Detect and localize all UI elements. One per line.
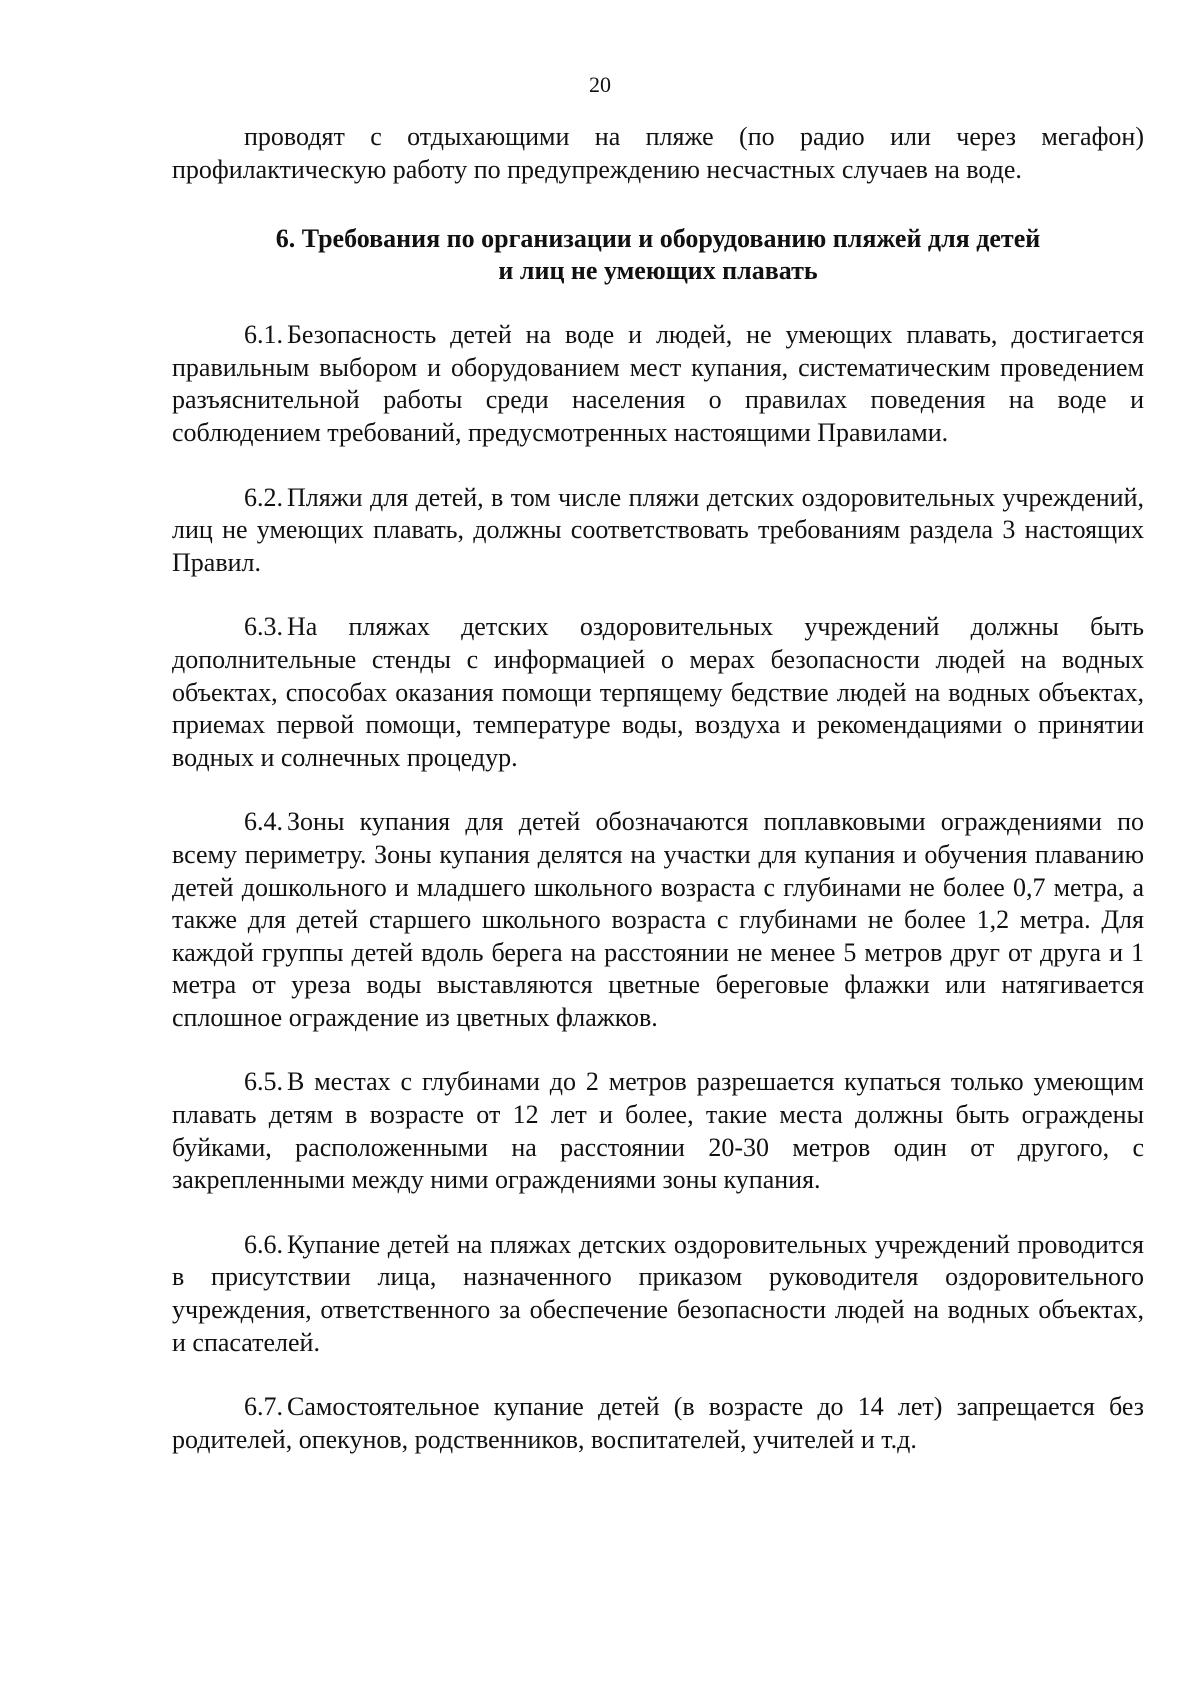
clause-text: В местах с глубинами до 2 метров разрешается купаться только умеющим плавать детям в возрасте от 12 лет и более, такие места должны быть ограждены буйками, расположенными на расстоянии 20-30 метров один от другого, с закрепленными между ними ограждениями зоны купания.: [172, 1067, 1144, 1195]
clause-text: Самостоятельное купание детей (в возрасте до 14 лет) запрещается без родителей, опекунов, родственников, воспитателей, учителей и т.д.: [172, 1392, 1144, 1454]
clause-number: 6.2.: [244, 482, 283, 512]
page-number: 20: [589, 72, 611, 97]
clause-text: Купание детей на пляжах детских оздоровительных учреждений проводится в присутствии лица, назначенного приказом руководителя оздоровительного учреждения, ответственного за обеспечение безопасности людей на водных объектах, и спасателей.: [172, 1229, 1144, 1357]
clause-6-7: [172, 1391, 1144, 1456]
clause-text: На пляжах детских оздоровительных учреждений должны быть дополнительные стенды с информацией о мерах безопасности людей на водных объектах, способах оказания помощи терпящему бедствие людей на водных объектах, приемах первой помощи, температуре воды, воздуха и рекомендациями о принятии водных и солнечных процедур.: [172, 612, 1144, 772]
section-heading-line-1: 6. Требования по организации и оборудованию пляжей для детей: [275, 224, 1041, 254]
section-heading: [172, 223, 1144, 287]
clause-number: 6.5.: [244, 1067, 283, 1097]
clause-text: Зоны купания для детей обозначаются поплавковыми ограждениями по всему периметру. Зоны купания делятся на участки для купания и обучения плаванию детей дошкольного и младшего школьного возраста с глубинами не более 0,7 метра, а также для детей старшего школьного возраста с глубинами не более 1,2 метра. Для каждой группы детей вдоль берега на расстоянии не менее 5 метров друг от друга и 1 метра от уреза воды выставляются цветные береговые флажки или натягивается сплошное ограждение из цветных флажков.: [172, 807, 1144, 1032]
clause-number: 6.6.: [244, 1229, 283, 1259]
intro-paragraph: проводят с отдыхающими на пляже (по радио или через мегафон) профилактическую работу по предупреждению несчастных случаев на воде.: [172, 122, 1144, 184]
document-body: [172, 121, 1144, 1456]
clause-text: Безопасность детей на воде и людей, не умеющих плавать, достигается правильным выбором и оборудованием мест купания, систематическим проведением разъяснительной работы среди населения о правилах поведения на воде и соблюдением требований, предусмотренных настоящими Правилами.: [172, 320, 1144, 447]
clause-text: Пляжи для детей, в том числе пляжи детских оздоровительных учреждений, лиц не умеющих плавать, должны соответствовать требованиям раздела 3 настоящих Правил.: [172, 482, 1144, 577]
clause-number: 6.4.: [244, 807, 283, 837]
clause-6-6: [172, 1229, 1144, 1359]
clause-number: 6.3.: [244, 612, 283, 642]
clause-6-2: [172, 482, 1144, 580]
clause-6-1: [172, 319, 1144, 449]
clause-number: 6.1.: [244, 320, 283, 350]
clause-6-5: [172, 1066, 1144, 1196]
section-heading-line-2: и лиц не умеющих плавать: [498, 256, 818, 286]
clause-6-4: [172, 806, 1144, 1034]
clause-number: 6.7.: [244, 1392, 283, 1422]
clause-6-3: [172, 611, 1144, 774]
